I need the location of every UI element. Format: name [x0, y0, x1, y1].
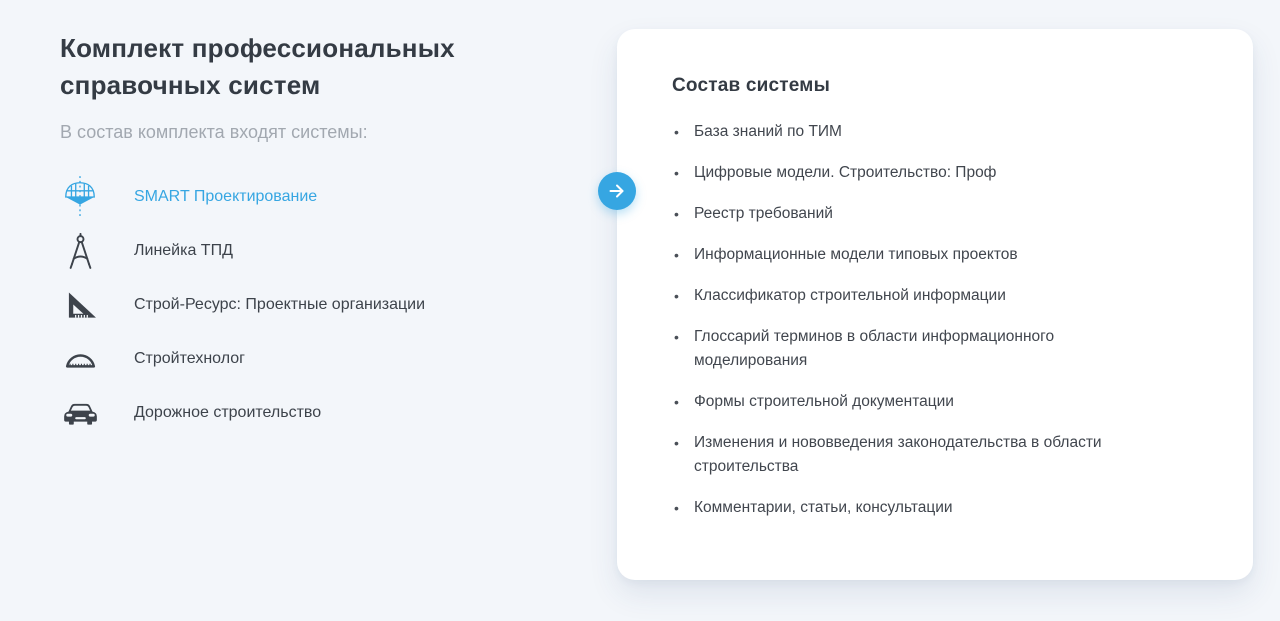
- list-item: • Реестр требований: [672, 202, 1152, 226]
- dome-wireframe-icon: [60, 175, 100, 219]
- system-label[interactable]: Строй-Ресурс: Проектные организации: [134, 296, 426, 313]
- system-item-stroytekhnolog[interactable]: [60, 332, 560, 386]
- system-label[interactable]: SMART Проектирование: [134, 188, 318, 205]
- system-item-stroy-resurs[interactable]: [60, 278, 560, 332]
- composition-list: [672, 120, 1152, 520]
- left-column: [60, 30, 560, 440]
- system-label[interactable]: Линейка ТПД: [134, 242, 233, 259]
- list-item: • Информационные модели типовых проектов: [672, 243, 1152, 267]
- arrow-right-icon: [607, 181, 627, 201]
- protractor-icon: [60, 349, 100, 369]
- list-item: • Изменения и нововведения законодательства в области строительства: [672, 431, 1152, 479]
- list-item: • Цифровые модели. Строительство: Проф: [672, 161, 1152, 185]
- system-item-lineyka-tpd[interactable]: [60, 224, 560, 278]
- system-label[interactable]: Стройтехнолог: [134, 350, 245, 367]
- system-label[interactable]: Дорожное строительство: [134, 404, 322, 421]
- list-item: • База знаний по ТИМ: [672, 120, 1152, 144]
- list-item: • Комментарии, статьи, консультации: [672, 496, 1152, 520]
- page-title: Комплект профессиональных справочных систем: [60, 33, 455, 100]
- list-item: • Глоссарий терминов в области информационного моделирования: [672, 325, 1152, 373]
- list-item: • Формы строительной документации: [672, 390, 1152, 414]
- panel-title: Состав системы: [672, 75, 830, 96]
- system-item-dorozhnoe-stroitelstvo[interactable]: [60, 386, 560, 440]
- car-icon: [60, 401, 100, 426]
- list-item: • Классификатор строительной информации: [672, 284, 1152, 308]
- drafting-compass-icon: [60, 233, 100, 270]
- page-subtitle: В состав комплекта входят системы:: [60, 122, 368, 142]
- system-composition-card: [617, 29, 1253, 580]
- systems-list: [60, 170, 560, 440]
- system-item-smart-proektirovanie[interactable]: [60, 170, 560, 224]
- arrow-right-button[interactable]: [598, 172, 636, 210]
- set-square-icon: [60, 291, 100, 320]
